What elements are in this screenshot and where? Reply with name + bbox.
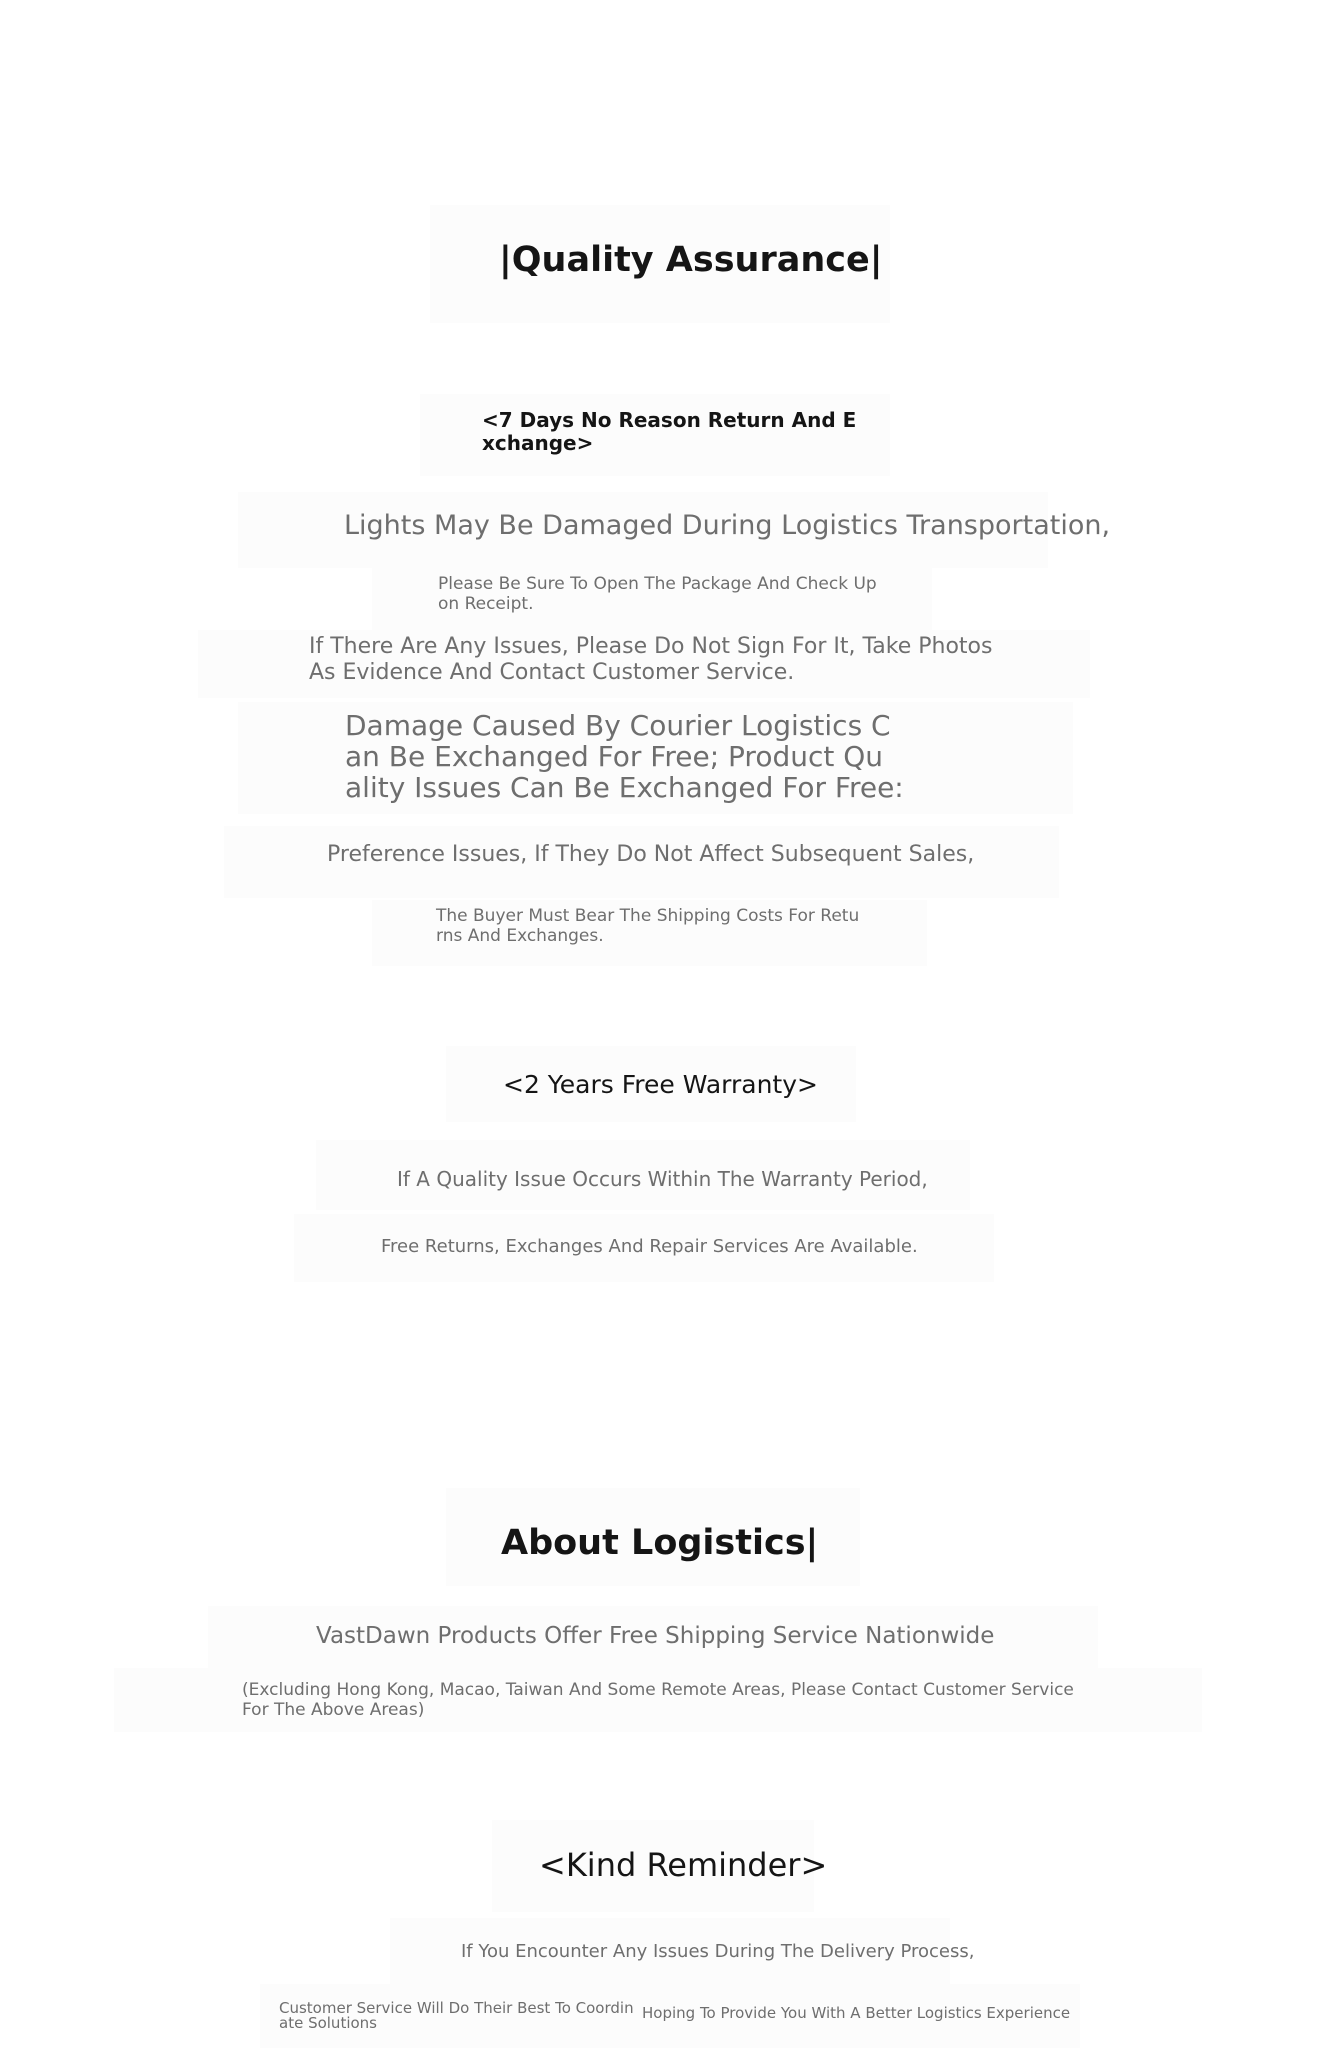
reminder-line-2-left: Customer Service Will Do Their Best To Coordin ate Solutions: [279, 1999, 634, 2032]
page-title: |Quality Assurance|: [499, 240, 883, 280]
shipping-cost-line: The Buyer Must Bear The Shipping Costs For Retu rns And Exchanges.: [436, 906, 860, 946]
return-exchange-heading: <7 Days No Reason Return And E xchange>: [482, 408, 857, 455]
reminder-line-2-right: Hoping To Provide You With A Better Logistics Experience: [642, 2004, 1071, 2022]
logistics-heading: About Logistics|: [501, 1523, 819, 1563]
free-exchange-line: Damage Caused By Courier Logistics C an Be Exchanged For Free; Product Qu ality Issues Can Be Exchanged For Free:: [345, 709, 904, 804]
warranty-line-2: Free Returns, Exchanges And Repair Services Are Available.: [381, 1236, 918, 1257]
free-shipping-line: VastDawn Products Offer Free Shipping Service Nationwide: [316, 1623, 995, 1649]
preference-line: Preference Issues, If They Do Not Affect Subsequent Sales,: [327, 842, 975, 867]
damage-notice-line: Lights May Be Damaged During Logistics Transportation,: [344, 510, 1111, 541]
warranty-heading: <2 Years Free Warranty>: [503, 1070, 818, 1099]
excluded-areas-line: (Excluding Hong Kong, Macao, Taiwan And Some Remote Areas, Please Contact Customer Service For The Above Areas): [242, 1680, 1074, 1720]
evidence-line: If There Are Any Issues, Please Do Not Sign For It, Take Photos As Evidence And Contact Customer Service.: [309, 634, 993, 685]
reminder-heading: <Kind Reminder>: [539, 1846, 828, 1884]
warranty-line-1: If A Quality Issue Occurs Within The Warranty Period,: [397, 1167, 928, 1191]
check-package-line: Please Be Sure To Open The Package And Check Up on Receipt.: [438, 574, 877, 614]
reminder-line-1: If You Encounter Any Issues During The Delivery Process,: [461, 1941, 975, 1962]
